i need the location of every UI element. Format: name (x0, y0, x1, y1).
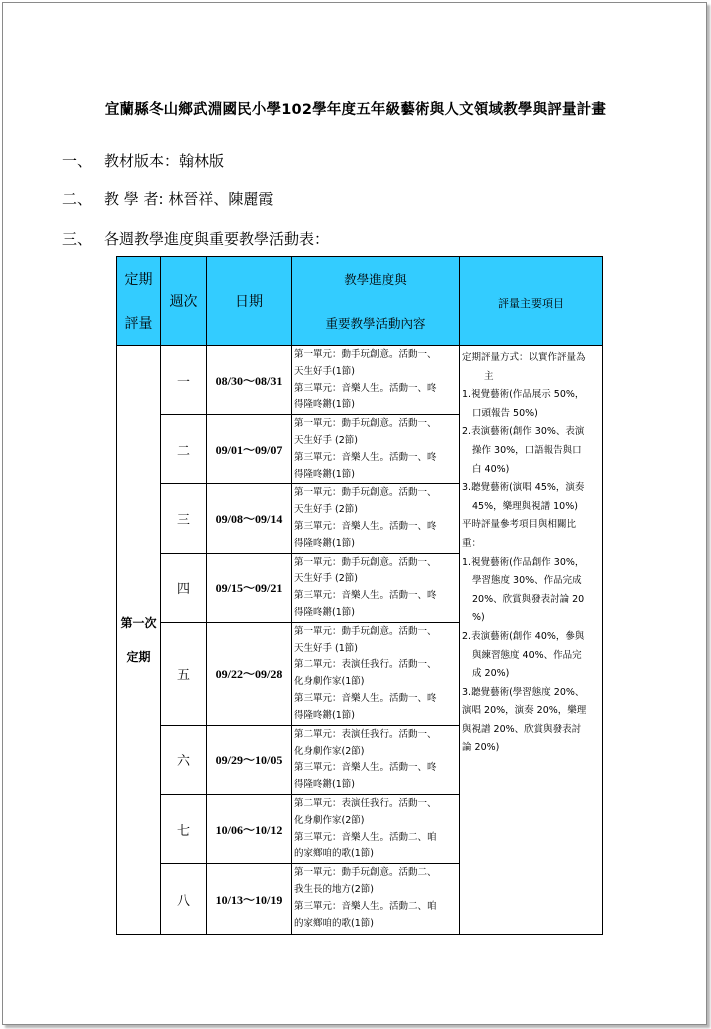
week-cell: 二 (161, 415, 207, 484)
eval-line: 成 20%) (472, 668, 510, 680)
eval-line: 2.表演藝術(創作 40%，參與 (462, 630, 585, 642)
header-term (117, 257, 161, 346)
date-cell: 09/15～09/21 (207, 553, 292, 622)
content-cell: 第二單元：表演任我行。活動一、 化身劇作家(2節) 第三單元：音樂人生。活動二、咱 的家鄉咱的歌(1節) (292, 794, 460, 863)
section-teachers (62, 188, 273, 209)
eval-line: 口頭報告 50%) (472, 407, 538, 419)
week-cell: 三 (161, 484, 207, 553)
evaluation-cell (460, 346, 603, 935)
header-date (207, 257, 292, 346)
eval-line: 操作 30%，口語報告與口 (472, 444, 582, 456)
date-cell: 10/06～10/12 (207, 794, 292, 863)
eval-line: 平時評量參考項目與相關比 (462, 519, 577, 531)
content-cell: 第一單元：動手玩創意。活動一、 天生好手 (2節) 第三單元：音樂人生。活動一、咚 得隆咚鏘(1節) (292, 415, 460, 484)
eval-line: 3.聽覺藝術(學習態度 20%、 (462, 686, 585, 698)
header-content-line1: 教學進度與 (344, 272, 407, 287)
table-header-row (117, 257, 603, 346)
content-cell: 第一單元：動手玩創意。活動一、 天生好手 (1節) 第二單元：表演任我行。活動一、 化身劇作家(1節) 第三單元：音樂人生。活動一、咚 得隆咚鏘(1節) (292, 622, 460, 725)
eval-line: 45%，樂理與視譜 10%) (472, 500, 578, 512)
eval-line: 白 40%) (472, 463, 510, 475)
header-week-label: 週次 (169, 294, 198, 310)
eval-line: 主 (484, 370, 494, 382)
date-cell: 09/29～10/05 (207, 725, 292, 794)
eval-line: 3.聽覺藝術(演唱 45%，演奏 (462, 482, 585, 494)
week-cell: 八 (161, 864, 207, 935)
eval-line: 重： (462, 537, 482, 549)
header-evaluation-label: 評量主要項目 (498, 296, 564, 310)
eval-line: 學習態度 30%、作品完成 (472, 575, 582, 587)
content-cell: 第一單元：動手玩創意。活動一、 天生好手 (2節) 第三單元：音樂人生。活動一、咚 得隆咚鏘(1節) (292, 553, 460, 622)
header-content (292, 257, 460, 346)
section-number: 三、 (62, 230, 93, 248)
header-term-line2: 評量 (124, 316, 153, 332)
week-cell: 四 (161, 553, 207, 622)
section-number: 一、 (62, 152, 93, 170)
content-cell: 第一單元：動手玩創意。活動一、 天生好手(1節) 第三單元：音樂人生。活動一、咚 得隆咚鏘(1節) (292, 346, 460, 415)
content-cell: 第二單元：表演任我行。活動一、 化身劇作家(2節) 第三單元：音樂人生。活動一、咚 得隆咚鏘(1節) (292, 725, 460, 794)
eval-line: 2.表演藝術(創作 30%、表演 (462, 426, 585, 438)
eval-line: 論 20%) (462, 742, 500, 754)
header-term-line1: 定期 (124, 272, 153, 288)
date-cell: 09/08～09/14 (207, 484, 292, 553)
date-cell: 09/22～09/28 (207, 622, 292, 725)
date-cell: 08/30～08/31 (207, 346, 292, 415)
header-evaluation (460, 257, 603, 346)
week-cell: 六 (161, 725, 207, 794)
header-week (161, 257, 207, 346)
week-cell: 五 (161, 622, 207, 725)
eval-line: 20%、欣賞與發表討論 20 (472, 593, 585, 605)
document-title: 宜蘭縣冬山鄉武淵國民小學102學年度五年級藝術與人文領域教學與評量計畫 (104, 102, 607, 118)
section-text: 教材版本：翰林版 (104, 152, 225, 170)
term-cell (117, 346, 161, 935)
eval-line: 與視譜 20%、欣賞與發表討 (462, 723, 582, 735)
date-cell: 09/01～09/07 (207, 415, 292, 484)
eval-line: 演唱 20%，演奏 20%，樂理 (462, 705, 587, 717)
eval-line: %) (472, 612, 485, 624)
week-cell: 七 (161, 794, 207, 863)
content-cell: 第一單元：動手玩創意。活動二、 我生長的地方(2節) 第三單元：音樂人生。活動二、咱 的家鄉咱的歌(1節) (292, 864, 460, 935)
content-cell: 第一單元：動手玩創意。活動一、 天生好手 (2節) 第三單元：音樂人生。活動一、咚 得隆咚鏘(1節) (292, 484, 460, 553)
section-text: 各週教學進度與重要教學活動表： (104, 230, 330, 248)
schedule-table (116, 256, 603, 935)
table-row (117, 346, 603, 415)
term-line2: 定期 (126, 650, 151, 665)
header-content-line2: 重要教學活動內容 (325, 316, 426, 331)
date-cell: 10/13～10/19 (207, 864, 292, 935)
week-cell: 一 (161, 346, 207, 415)
eval-line: 1.視覺藝術(作品創作 30%， (462, 556, 585, 568)
term-line1: 第一次 (120, 616, 157, 631)
section-textbook-version (62, 150, 224, 171)
section-schedule-heading (62, 228, 329, 249)
header-date-label: 日期 (235, 294, 263, 310)
eval-line: 定期評量方式：以實作評量為 (462, 352, 586, 363)
eval-line: 與練習態度 40%、作品完 (472, 649, 582, 661)
section-number: 二、 (62, 190, 93, 208)
eval-line: 1.視覺藝術(作品展示 50%， (462, 389, 585, 401)
section-text: 教 學 者: 林晉祥、陳麗霞 (104, 190, 274, 208)
